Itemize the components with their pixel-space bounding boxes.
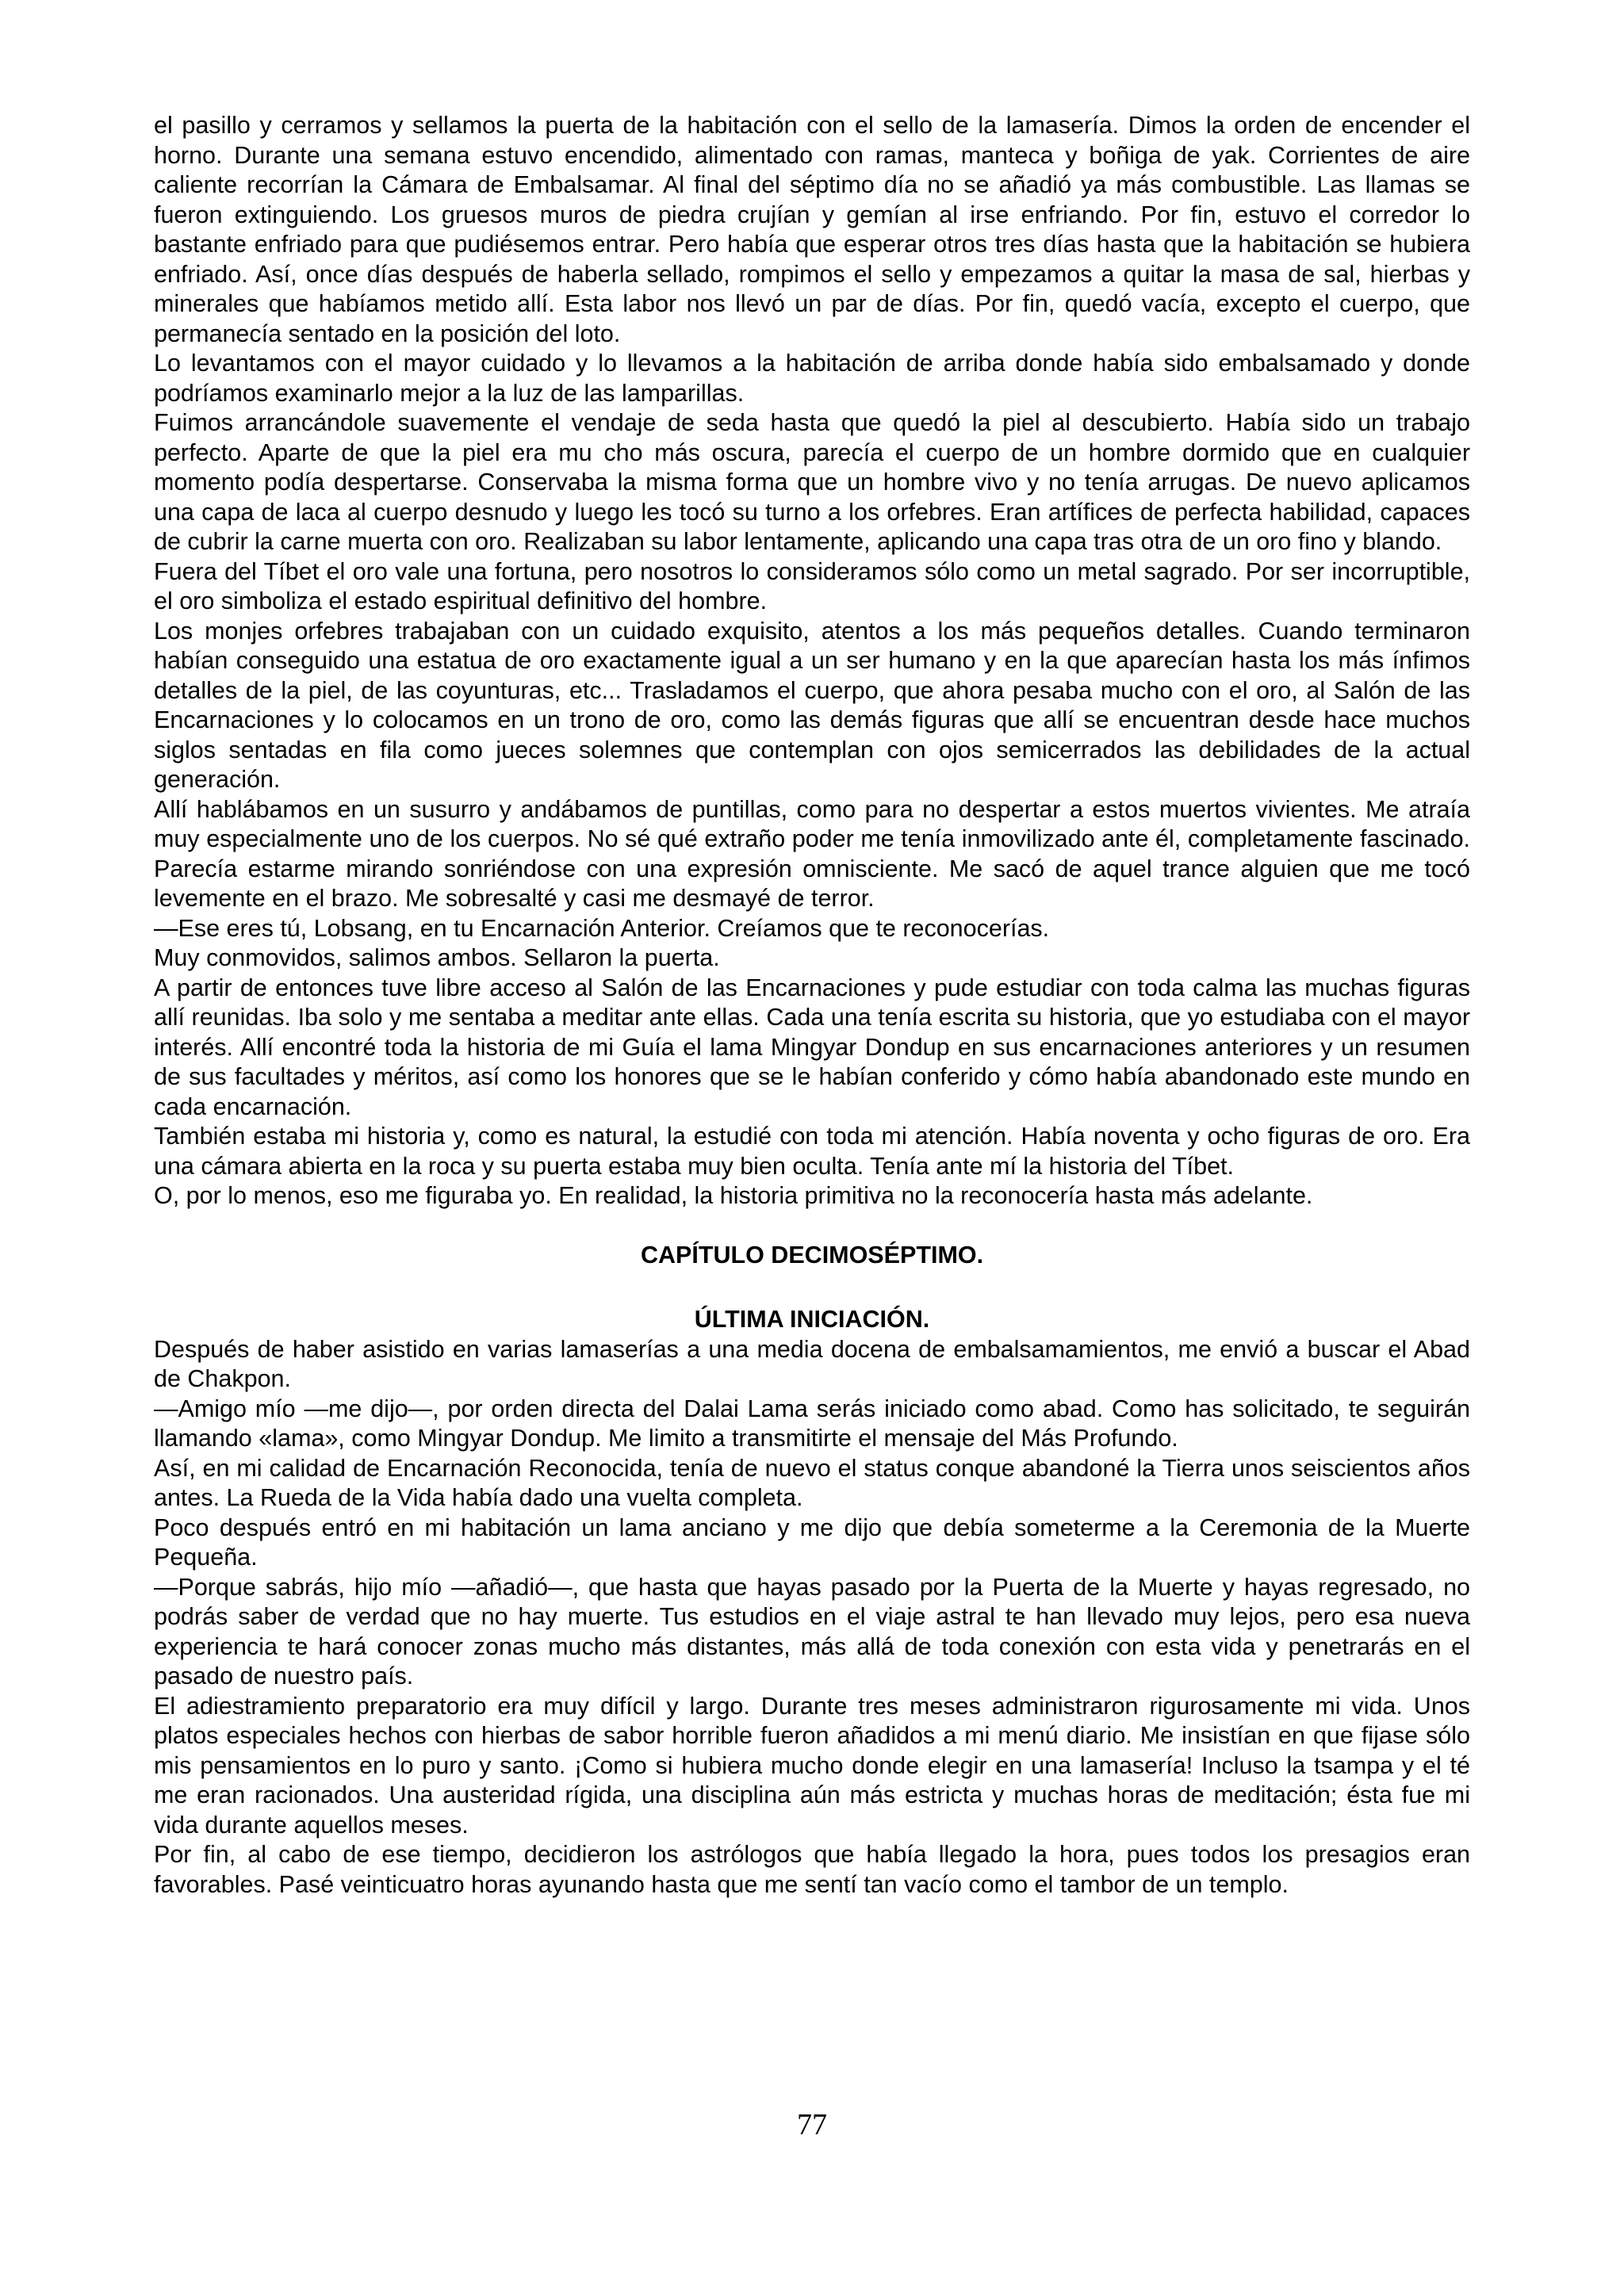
paragraph-sealed-door: Muy conmovidos, salimos ambos. Sellaron la puerta. xyxy=(154,944,720,971)
chapter-title: CAPÍTULO DECIMOSÉPTIMO. xyxy=(640,1241,984,1269)
paragraph-dialogue-abbot: —Amigo mío —me dijo—, por orden directa del Dalai Lama serás iniciado como abad. Como has solicitado, te seguirán llamando «lama», como Mingyar Dondup. Me limito a transmitirte el mensaje del Más Profundo. xyxy=(154,1395,1470,1452)
paragraph-whispering: Allí hablábamos en un susurro y andábamos de puntillas, como para no despertar a estos muertos vivientes. Me atraía muy especialmente uno de los cuerpos. No sé qué extraño poder me tenía inmovilizado ante él, completamente fascinado. Parecía estarme mirando sonriéndose con una expresión omnisciente. Me sacó de aquel trance alguien que me tocó levemente en el brazo. Me sobresalté y casi me desmayé de terror. xyxy=(154,795,1470,912)
chapter-subtitle: ÚLTIMA INICIACIÓN. xyxy=(694,1306,930,1333)
paragraph-goldsmith-monks: Los monjes orfebres trabajaban con un cuidado exquisito, atentos a los más pequeños detalles. Cuando terminaron habían conseguido una estatua de oro exactamente igual a un ser humano y en la que aparecían hasta los más ínfimos detalles de la piel, de las coyunturas, etc... Trasladamos el cuerpo, que ahora pesaba mucho con el oro, al Salón de las Encarnaciones y lo colocamos en un trono de oro, como las demás figuras que allí se encuentran desde hace muchos siglos sentadas en fila como jueces solemnes que contemplan con ojos semicerrados las debilidades de la actual generación. xyxy=(154,617,1470,793)
paragraph-training: El adiestramiento preparatorio era muy difícil y largo. Durante tres meses administraron rigurosamente mi vida. Unos platos especiales hechos con hierbas de sabor horrible fueron añadidos a mi menú diario. Me insistían en que fijase sólo mis pensamientos en lo puro y santo. ¡Como si hubiera mucho donde elegir en una lamasería! Incluso la tsampa y el té me eran racionados. Una austeridad rígida, una disciplina aún más estricta y muchas horas de meditación; ésta fue mi vida durante aquellos meses. xyxy=(154,1692,1470,1839)
paragraph-sealing-oven: el pasillo y cerramos y sellamos la puerta de la habitación con el sello de la lamasería. Dimos la orden de encender el horno. Durante una semana estuvo encendido, alimentado con ramas, manteca y boñiga de yak. Corrientes de aire caliente recorrían la Cámara de Embalsamar. Al final del séptimo día no se añadió ya más combustible. Las llamas se fueron extinguiendo. Los gruesos muros de piedra crujían y gemían al irse enfriando. Por fin, estuvo el corredor lo bastante enfriado para que pudiésemos entrar. Pero había que esperar otros tres días hasta que la habitación se hubiera enfriado. Así, once días después de haberla sellado, rompimos el sello y empezamos a quitar la masa de sal, hierbas y minerales que habíamos metido allí. Esta labor nos llevó un par de días. Por fin, quedó vacía, excepto el cuerpo, que permanecía sentado en la posición del loto. xyxy=(154,112,1470,347)
paragraph-abbot-chakpon: Después de haber asistido en varias lamaserías a una media docena de embalsamamientos, me envió a buscar el Abad de Chakpon. xyxy=(154,1335,1470,1392)
paragraph-hall-access: A partir de entonces tuve libre acceso al Salón de las Encarnaciones y pude estudiar con toda calma las muchas figuras allí reunidas. Iba solo y me sentaba a meditar ante ellas. Cada una tenía escrita su historia, que yo estudiaba con el mayor interés. Allí encontré toda la historia de mi Guía el lama Mingyar Dondup en sus encarnaciones anteriores y un resumen de sus facultades y méritos, así como los honores que se le habían conferido y cómo había abandonado este mundo en cada encarnación. xyxy=(154,974,1470,1120)
paragraph-astrologers: Por fin, al cabo de ese tiempo, decidieron los astrólogos que había llegado la hora, pues todos los presagios eran favorables. Pasé veinticuatro horas ayunando hasta que me sentí tan vacío como el tambor de un templo. xyxy=(154,1841,1470,1898)
paragraph-dialogue-death: —Porque sabrás, hijo mío —añadió—, que hasta que hayas pasado por la Puerta de la Muerte y hayas regresado, no podrás saber de verdad que no hay muerte. Tus estudios en el viaje astral te han llevado muy lejos, pero esa nueva experiencia te hará conocer zonas mucho más distantes, más allá de toda conexión con esta vida y penetrarás en el pasado de nuestro país. xyxy=(154,1573,1470,1689)
paragraph-lifting-body: Lo levantamos con el mayor cuidado y lo llevamos a la habitación de arriba donde había sido embalsamado y donde podríamos examinarlo mejor a la luz de las lamparillas. xyxy=(154,350,1470,407)
paragraph-old-lama: Poco después entró en mi habitación un lama anciano y me dijo que debía someterme a la Ceremonia de la Muerte Pequeña. xyxy=(154,1513,1470,1571)
page-body xyxy=(154,111,1470,1900)
paragraph-gold-value: Fuera del Tíbet el oro vale una fortuna, pero nosotros lo consideramos sólo como un metal sagrado. Por ser incorruptible, el oro simboliza el estado espiritual definitivo del hombre. xyxy=(154,557,1470,614)
paragraph-silk-bandage: Fuimos arrancándole suavemente el vendaje de seda hasta que quedó la piel al descubierto. Había sido un trabajo perfecto. Aparte de que la piel era mu cho más oscura, parecía el cuerpo de un hombre dormido que en cualquier momento podía despertarse. Conservaba la misma forma que un hombre vivo y no tenía arrugas. De nuevo aplicamos una capa de laca al cuerpo desnudo y luego les tocó su turno a los orfebres. Eran artífices de perfecta habilidad, capaces de cubrir la carne muerta con oro. Realizaban su labor lentamente, aplicando una capa tras otra de un oro fino y blando. xyxy=(154,409,1470,555)
paragraph-my-history: También estaba mi historia y, como es natural, la estudié con toda mi atención. Había noventa y ocho figuras de oro. Era una cámara abierta en la roca y su puerta estaba muy bien oculta. Tenía ante mí la historia del Tíbet. xyxy=(154,1123,1470,1180)
page-number: 77 xyxy=(797,2108,827,2141)
paragraph-recognized-incarnation: Así, en mi calidad de Encarnación Reconocida, tenía de nuevo el status conque abandoné la Tierra unos seiscientos años antes. La Rueda de la Vida había dado una vuelta completa. xyxy=(154,1454,1470,1511)
paragraph-primitive-history: O, por lo menos, eso me figuraba yo. En realidad, la historia primitiva no la reconocería hasta más adelante. xyxy=(154,1182,1313,1209)
paragraph-dialogue-lobsang: —Ese eres tú, Lobsang, en tu Encarnación Anterior. Creíamos que te reconocerías. xyxy=(154,914,1050,942)
